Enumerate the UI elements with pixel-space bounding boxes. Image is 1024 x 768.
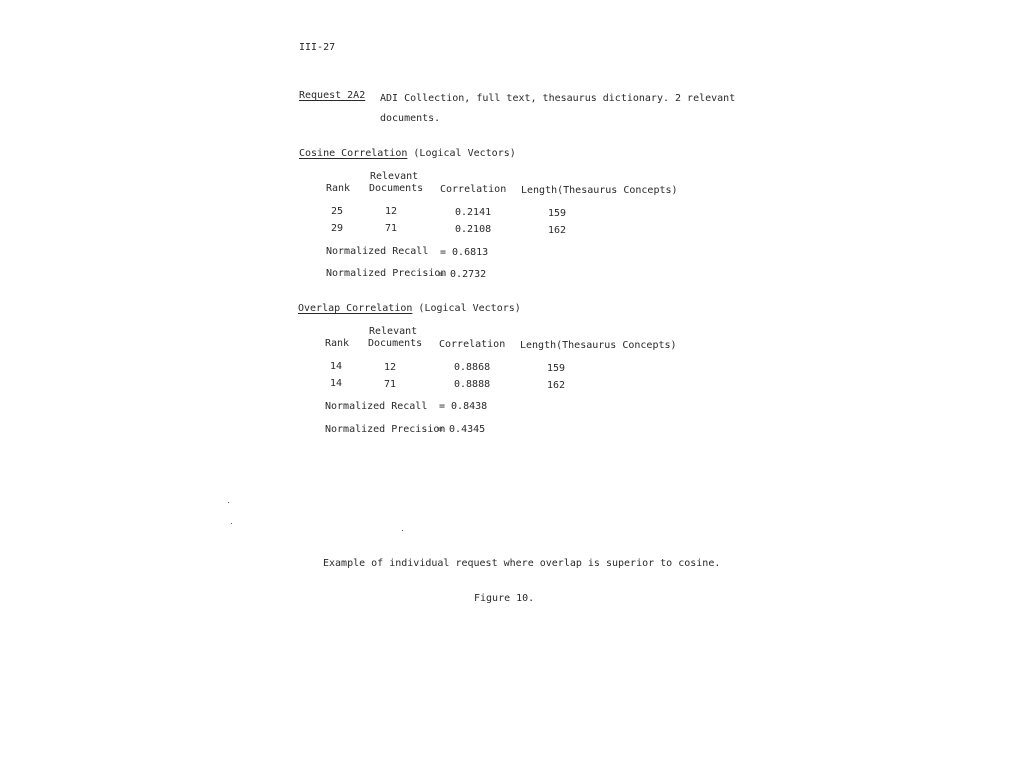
cosine-row-correlation: 0.2141: [455, 207, 492, 218]
overlap-row-document: 12: [384, 362, 397, 373]
scan-speck: [231, 523, 232, 524]
overlap-row-document: 71: [384, 379, 397, 390]
cosine-precision-label: Normalized Precision: [326, 268, 447, 279]
overlap-row-rank: 14: [330, 361, 343, 372]
overlap-heading-title: Overlap Correlation: [298, 303, 413, 314]
cosine-col-correlation: Correlation: [440, 184, 507, 195]
figure-label: Figure 10.: [474, 593, 535, 604]
scan-speck: [402, 530, 403, 531]
scan-speck: [228, 502, 229, 503]
overlap-col-correlation: Correlation: [439, 339, 506, 350]
overlap-row-rank: 14: [330, 378, 343, 389]
overlap-heading: [298, 303, 521, 314]
cosine-heading: [299, 148, 516, 159]
overlap-col-rank: Rank: [325, 338, 350, 349]
cosine-row-length: 159: [548, 208, 567, 219]
request-description-line1: ADI Collection, full text, thesaurus dictionary. 2 relevant: [380, 93, 736, 104]
cosine-col-length: Length(Thesaurus Concepts): [521, 185, 678, 196]
overlap-col-relevant-line2: Documents: [368, 338, 423, 349]
overlap-row-correlation: 0.8888: [454, 379, 491, 390]
cosine-recall-value: = 0.6813: [440, 247, 489, 258]
cosine-row-correlation: 0.2108: [455, 224, 492, 235]
cosine-row-rank: 25: [331, 206, 344, 217]
cosine-row-document: 71: [385, 223, 398, 234]
overlap-col-relevant-line1: Relevant: [369, 326, 418, 337]
cosine-row-document: 12: [385, 206, 398, 217]
cosine-precision-value: = 0.2732: [438, 269, 487, 280]
cosine-row-length: 162: [548, 225, 567, 236]
overlap-heading-suffix: (Logical Vectors): [418, 303, 521, 314]
request-label: Request 2A2: [299, 90, 366, 101]
cosine-row-rank: 29: [331, 223, 344, 234]
cosine-col-relevant-line1: Relevant: [370, 171, 419, 182]
overlap-col-length: Length(Thesaurus Concepts): [520, 340, 677, 351]
cosine-col-relevant-line2: Documents: [369, 183, 424, 194]
overlap-row-length: 162: [547, 380, 566, 391]
cosine-recall-label: Normalized Recall: [326, 246, 429, 257]
overlap-row-correlation: 0.8868: [454, 362, 491, 373]
overlap-recall-value: = 0.8438: [439, 401, 488, 412]
figure-caption: Example of individual request where overlap is superior to cosine.: [323, 558, 721, 569]
cosine-heading-suffix: (Logical Vectors): [413, 148, 516, 159]
cosine-col-rank: Rank: [326, 183, 351, 194]
overlap-row-length: 159: [547, 363, 566, 374]
page-number: III-27: [299, 42, 336, 53]
overlap-precision-label: Normalized Precision: [325, 424, 446, 435]
overlap-precision-value: = 0.4345: [437, 424, 486, 435]
overlap-recall-label: Normalized Recall: [325, 401, 428, 412]
request-description-line2: documents.: [380, 113, 441, 124]
cosine-heading-title: Cosine Correlation: [299, 148, 408, 159]
